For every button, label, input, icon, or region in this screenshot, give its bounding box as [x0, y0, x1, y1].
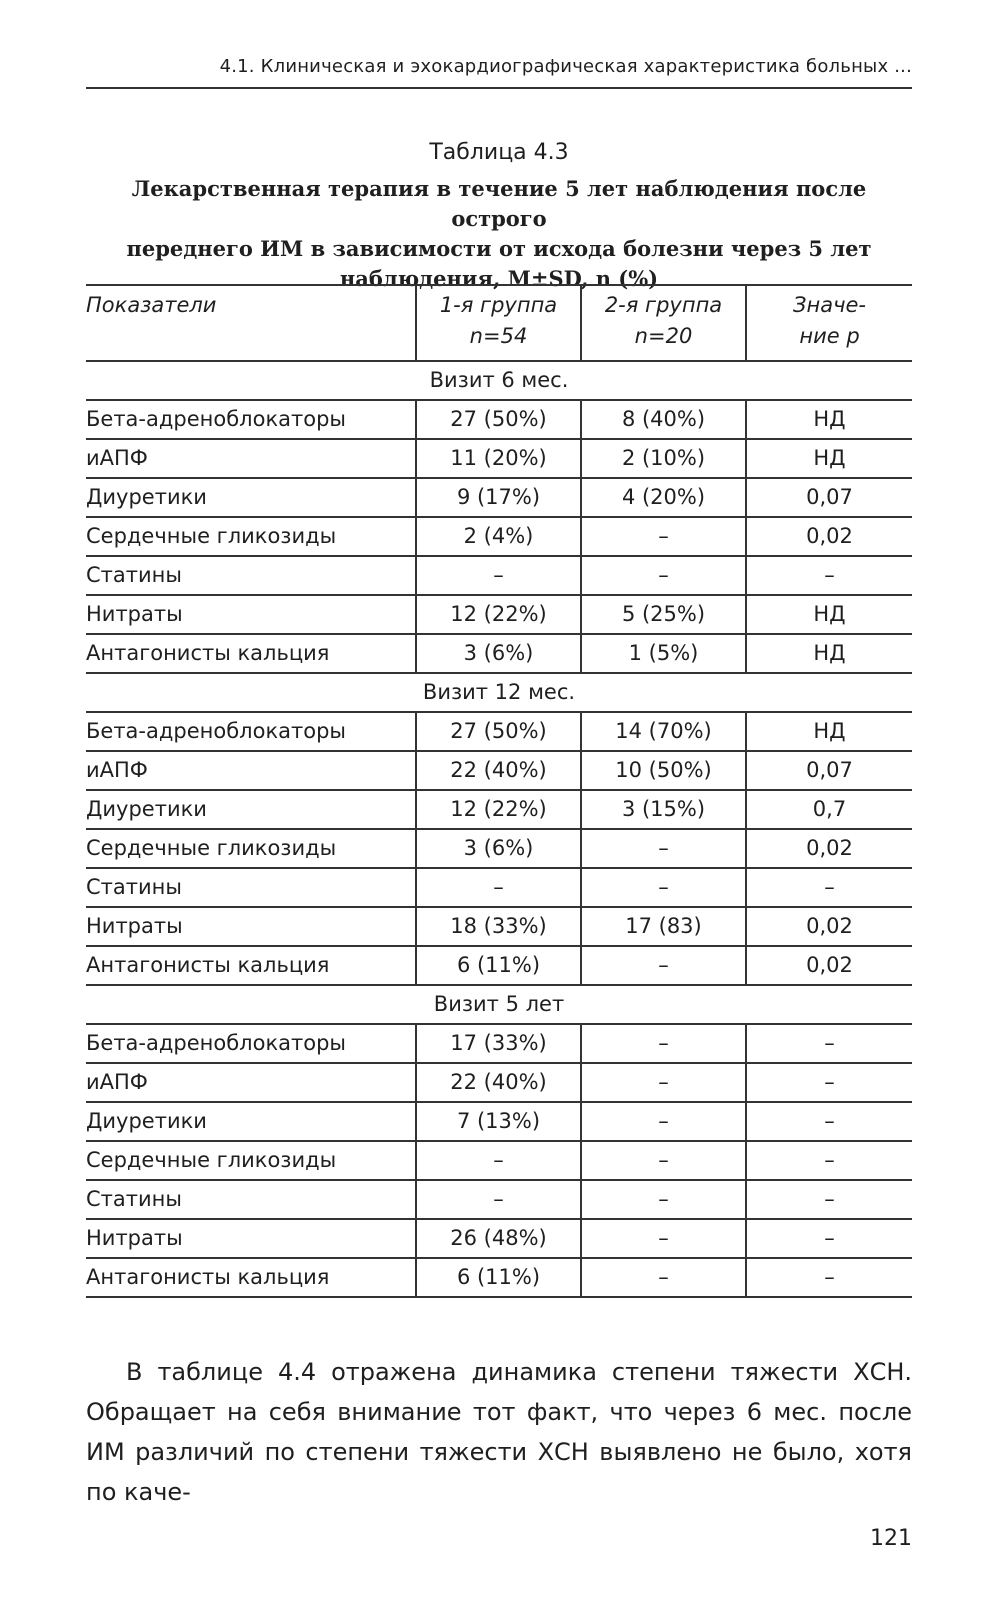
p-value-cell: –	[746, 1102, 912, 1141]
table-row	[86, 478, 912, 517]
drug-name-cell: Сердечные гликозиды	[86, 1141, 416, 1180]
group-value-cell: –	[581, 868, 746, 907]
group-value-cell: 22 (40%)	[416, 1063, 581, 1102]
group-value-cell: –	[581, 829, 746, 868]
drug-name-cell: Статины	[86, 556, 416, 595]
group-value-cell: –	[581, 1024, 746, 1063]
header-indicators	[86, 285, 416, 361]
p-value-cell: 0,02	[746, 517, 912, 556]
drug-name-cell: Диуретики	[86, 1102, 416, 1141]
table-row	[86, 595, 912, 634]
drug-name-cell: иАПФ	[86, 751, 416, 790]
p-value-cell: НД	[746, 439, 912, 478]
table-number: Таблица 4.3	[429, 140, 569, 165]
header-line: n=20	[634, 324, 693, 348]
p-value-cell: –	[746, 1219, 912, 1258]
section-title: Визит 12 мес.	[86, 673, 912, 712]
group-value-cell: 12 (22%)	[416, 790, 581, 829]
group-value-cell: 8 (40%)	[581, 400, 746, 439]
group-value-cell: 5 (25%)	[581, 595, 746, 634]
drug-name-cell: Бета-адреноблокаторы	[86, 400, 416, 439]
p-value-cell: 0,02	[746, 907, 912, 946]
table-row	[86, 634, 912, 673]
table-row	[86, 400, 912, 439]
table-row	[86, 868, 912, 907]
header-p-value	[746, 285, 912, 361]
section-title: Визит 5 лет	[86, 985, 912, 1024]
table-caption-line: наблюдения, M±SD, n (%)	[339, 266, 659, 291]
group-value-cell: –	[581, 1102, 746, 1141]
drug-name-cell: Диуретики	[86, 790, 416, 829]
table-row	[86, 712, 912, 751]
table-header-row	[86, 285, 912, 361]
p-value-cell: НД	[746, 400, 912, 439]
header-line: Показатели	[86, 293, 217, 317]
table-caption-line: переднего ИМ в зависимости от исхода болезни через 5 лет	[126, 236, 872, 261]
group-value-cell: –	[581, 1063, 746, 1102]
table-body	[86, 361, 912, 1297]
header-line: n=54	[469, 324, 528, 348]
p-value-cell: –	[746, 1141, 912, 1180]
table-row	[86, 751, 912, 790]
group-value-cell: 4 (20%)	[581, 478, 746, 517]
drug-name-cell: Нитраты	[86, 595, 416, 634]
p-value-cell: –	[746, 1063, 912, 1102]
p-value-cell: –	[746, 556, 912, 595]
group-value-cell: 6 (11%)	[416, 1258, 581, 1297]
group-value-cell: 27 (50%)	[416, 400, 581, 439]
p-value-cell: –	[746, 1180, 912, 1219]
drug-name-cell: Бета-адреноблокаторы	[86, 1024, 416, 1063]
section-row	[86, 985, 912, 1024]
drug-name-cell: Нитраты	[86, 907, 416, 946]
table-caption	[86, 174, 912, 294]
table-row	[86, 1024, 912, 1063]
group-value-cell: –	[581, 1219, 746, 1258]
table-row	[86, 1258, 912, 1297]
group-value-cell: 7 (13%)	[416, 1102, 581, 1141]
p-value-cell: 0,07	[746, 751, 912, 790]
group-value-cell: –	[416, 868, 581, 907]
group-value-cell: 12 (22%)	[416, 595, 581, 634]
drug-name-cell: иАПФ	[86, 439, 416, 478]
section-row	[86, 673, 912, 712]
group-value-cell: –	[581, 946, 746, 985]
group-value-cell: 10 (50%)	[581, 751, 746, 790]
drug-name-cell: Бета-адреноблокаторы	[86, 712, 416, 751]
group-value-cell: 22 (40%)	[416, 751, 581, 790]
group-value-cell: 2 (10%)	[581, 439, 746, 478]
group-value-cell: 18 (33%)	[416, 907, 581, 946]
drug-name-cell: Сердечные гликозиды	[86, 517, 416, 556]
p-value-cell: –	[746, 1024, 912, 1063]
table-row	[86, 1141, 912, 1180]
table-row	[86, 946, 912, 985]
group-value-cell: 1 (5%)	[581, 634, 746, 673]
table-caption-line: Лекарственная терапия в течение 5 лет наблюдения после острого	[131, 176, 867, 231]
group-value-cell: 11 (20%)	[416, 439, 581, 478]
group-value-cell: –	[581, 1141, 746, 1180]
group-value-cell: –	[416, 556, 581, 595]
page-number: 121	[870, 1526, 912, 1551]
drug-name-cell: Антагонисты кальция	[86, 634, 416, 673]
group-value-cell: –	[581, 556, 746, 595]
header-line: 1-я группа	[439, 293, 558, 317]
group-value-cell: –	[416, 1141, 581, 1180]
body-paragraph: В таблице 4.4 отражена динамика степени тяжести ХСН. Обращает на себя внимание тот факт, что через 6 мес. после ИМ различий по степени тяжести ХСН выявлено не было, хотя по каче-	[86, 1358, 912, 1506]
table-row	[86, 1180, 912, 1219]
group-value-cell: 17 (33%)	[416, 1024, 581, 1063]
p-value-cell: 0,02	[746, 946, 912, 985]
header-line: 2-я группа	[604, 293, 723, 317]
table-row	[86, 907, 912, 946]
p-value-cell: НД	[746, 634, 912, 673]
table-row	[86, 439, 912, 478]
table-row	[86, 829, 912, 868]
group-value-cell: 17 (83)	[581, 907, 746, 946]
header-line: ние р	[799, 324, 860, 348]
drug-name-cell: Сердечные гликозиды	[86, 829, 416, 868]
table-row	[86, 1063, 912, 1102]
group-value-cell: 3 (6%)	[416, 829, 581, 868]
drug-name-cell: Антагонисты кальция	[86, 946, 416, 985]
group-value-cell: 6 (11%)	[416, 946, 581, 985]
group-value-cell: –	[581, 517, 746, 556]
group-value-cell: –	[581, 1180, 746, 1219]
section-title: Визит 6 мес.	[86, 361, 912, 400]
p-value-cell: –	[746, 1258, 912, 1297]
table-row	[86, 790, 912, 829]
table-row	[86, 1219, 912, 1258]
group-value-cell: 3 (15%)	[581, 790, 746, 829]
p-value-cell: 0,07	[746, 478, 912, 517]
drug-name-cell: Статины	[86, 868, 416, 907]
header-group-2	[581, 285, 746, 361]
group-value-cell: 14 (70%)	[581, 712, 746, 751]
header-line: Значе-	[793, 293, 866, 317]
table-row	[86, 517, 912, 556]
drug-name-cell: Статины	[86, 1180, 416, 1219]
p-value-cell: 0,02	[746, 829, 912, 868]
table-row	[86, 1102, 912, 1141]
group-value-cell: 26 (48%)	[416, 1219, 581, 1258]
drug-name-cell: иАПФ	[86, 1063, 416, 1102]
group-value-cell: 3 (6%)	[416, 634, 581, 673]
medication-table	[86, 284, 912, 1298]
p-value-cell: НД	[746, 712, 912, 751]
drug-name-cell: Диуретики	[86, 478, 416, 517]
section-row	[86, 361, 912, 400]
group-value-cell: 27 (50%)	[416, 712, 581, 751]
drug-name-cell: Антагонисты кальция	[86, 1258, 416, 1297]
running-head: 4.1. Клиническая и эхокардиографическая характеристика больных ...	[86, 56, 912, 89]
group-value-cell: –	[581, 1258, 746, 1297]
p-value-cell: –	[746, 868, 912, 907]
p-value-cell: 0,7	[746, 790, 912, 829]
group-value-cell: –	[416, 1180, 581, 1219]
group-value-cell: 2 (4%)	[416, 517, 581, 556]
p-value-cell: НД	[746, 595, 912, 634]
drug-name-cell: Нитраты	[86, 1219, 416, 1258]
table-row	[86, 556, 912, 595]
group-value-cell: 9 (17%)	[416, 478, 581, 517]
header-group-1	[416, 285, 581, 361]
